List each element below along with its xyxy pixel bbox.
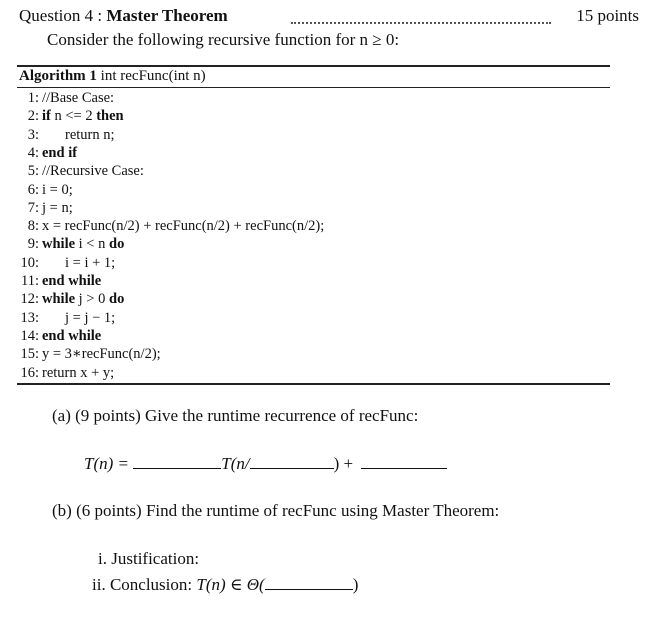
line-code: [42, 346, 161, 363]
line-code: [65, 310, 115, 327]
line-number: 2:: [27, 108, 39, 125]
line-number: 3:: [27, 126, 39, 143]
code-keyword: while: [42, 291, 76, 308]
algorithm-title: Algorithm 1 int recFunc(int n): [19, 68, 206, 84]
question-title: Question 4 : Master Theorem: [19, 6, 228, 25]
code-keyword: if: [42, 108, 51, 125]
line-number: 10:: [20, 254, 39, 271]
line-code: [42, 273, 101, 290]
line-number: 6:: [27, 181, 39, 198]
recurrence-close: ) +: [333, 454, 354, 473]
code-text: x = recFunc(n/2) + recFunc(n/2) + recFunc(n/2);: [42, 218, 325, 235]
line-number: 15:: [20, 346, 39, 363]
code-keyword: do: [109, 291, 125, 308]
recurrence-lhs: T(n) =: [84, 454, 129, 473]
algorithm-mid-rule: [17, 87, 610, 88]
code-keyword: while: [42, 236, 76, 253]
code-text: return n;: [65, 126, 115, 143]
line-code: [42, 291, 124, 308]
code-keyword: then: [96, 108, 124, 125]
answer-blank-3[interactable]: [361, 454, 447, 469]
line-code: [42, 182, 73, 199]
line-number: 14:: [20, 327, 39, 344]
line-code: [42, 90, 114, 107]
question-points: 15 points: [576, 6, 639, 25]
line-code: [65, 255, 115, 272]
line-code: [42, 163, 144, 180]
line-code: [42, 218, 324, 235]
line-number: 7:: [27, 199, 39, 216]
part-a-recurrence: [84, 454, 447, 474]
line-number: 1:: [27, 90, 39, 106]
line-number: 16:: [20, 364, 39, 381]
code-keyword: do: [109, 236, 125, 253]
part-a-heading: (a) (9 points) Give the runtime recurrence of recFunc:: [52, 406, 419, 425]
line-code: [42, 236, 124, 253]
question-intro: Consider the following recursive function for n ≥ 0:: [47, 30, 400, 49]
line-number: 9:: [27, 236, 39, 253]
code-text: j > 0: [78, 291, 106, 308]
code-text: return x + y;: [42, 364, 115, 381]
part-b-item-conclusion: ii. Conclusion: T(n) ∈ Θ( ): [92, 575, 359, 594]
code-text: j = j − 1;: [65, 309, 116, 326]
line-number: 13:: [20, 309, 39, 326]
algorithm-bottom-rule: [17, 383, 610, 385]
answer-blank-1[interactable]: [133, 454, 221, 469]
code-text: //Base Case:: [42, 90, 115, 106]
code-text: //Recursive Case:: [42, 163, 144, 180]
answer-blank-2[interactable]: [250, 454, 334, 469]
code-text: y = 3∗recFunc(n/2);: [42, 346, 161, 363]
line-code: [65, 127, 115, 144]
line-number: 12:: [20, 291, 39, 308]
algorithm-top-rule: [17, 65, 610, 67]
code-text: j = n;: [42, 199, 73, 216]
line-number: 11:: [21, 273, 39, 289]
line-code: [42, 328, 101, 345]
line-code: [42, 365, 114, 382]
leader-dots: [291, 10, 551, 24]
code-text: i < n: [78, 236, 106, 253]
code-keyword: end while: [42, 273, 102, 289]
code-text: n <= 2: [54, 108, 93, 125]
code-text: i = i + 1;: [65, 254, 116, 271]
line-code: [42, 145, 77, 162]
line-number: 4:: [27, 144, 39, 161]
line-code: [42, 200, 73, 217]
question-header: [19, 6, 639, 28]
part-b-item-justification: i. Justification:: [98, 549, 200, 568]
line-number: 5:: [27, 163, 39, 180]
line-code: [42, 108, 124, 125]
code-text: i = 0;: [42, 181, 73, 198]
part-b-heading: (b) (6 points) Find the runtime of recFunc using Master Theorem:: [52, 501, 500, 520]
answer-blank-theta[interactable]: [265, 575, 353, 590]
recurrence-mid: T(n/: [221, 454, 250, 473]
line-number: 8:: [27, 218, 39, 235]
code-keyword: end if: [42, 144, 78, 161]
code-keyword: end while: [42, 327, 102, 344]
